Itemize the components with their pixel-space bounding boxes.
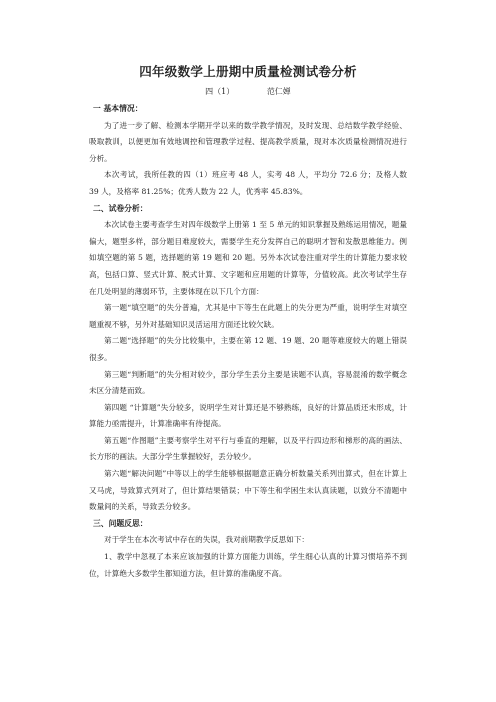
document-title: 四年级数学上册期中质量检测试卷分析: [139, 64, 357, 79]
section-heading-analysis: 二、试卷分析：: [93, 203, 148, 213]
paragraph: 对于学生在本次考试中存在的失误，我对前期教学反思如下：: [104, 535, 310, 545]
paragraph: 第二题“选择题”的失分比较集中，主要在第 12 题、19 题、20 题等难度较大的题上错误很多。: [89, 336, 407, 362]
paragraph: 第一题“填空题”的失分普遍，尤其是中下等生在此题上的失分更为严重，说明学生对填空题重视不够，另外对基础知识灵活运用方面还比较欠缺。: [89, 303, 407, 329]
paragraph: 本次试卷主要考查学生对四年级数学上册第 1 至 5 单元的知识掌握及熟练运用情况，题量偏大，题型多样，部分题目难度较大，需要学生充分发挥自己的聪明才智和发散思维能力。例如填空题的第 5 题，选择题的第 19 题和 20 题。另外本次试卷注重对学生的计算能力要求较高，包括口算、竖式计算、脱式计算、文字题和应用题的计算等，分值较高。此次考试学生存在几处明显的薄弱环节，主要体现在以下几个方面：: [89, 220, 407, 296]
section-heading-basic: 一 基本情况：: [93, 104, 143, 113]
paragraph: 第三题“判断题”的失分相对较少，部分学生丢分主要是读题不认真，容易混淆的数学概念未区分清楚而致。: [89, 369, 407, 396]
section-heading-reflection: 三、问题反思：: [93, 518, 148, 528]
paragraph: 为了进一步了解、检测本学期开学以来的数学教学情况，及时发现、总结数学教学经验、吸取教训，以便更加有效地调控和管理教学过程、提高教学质量，现对本次质量检测情况进行分析。: [89, 120, 407, 163]
byline: [0, 86, 496, 97]
paragraph: 本次考试，我所任教的四（1）班应考 48 人，实考 48 人，平均分 72.6 分；及格人数 39 人，及格率 81.25%；优秀人数为 22 人，优秀率 45.83%。: [89, 170, 407, 196]
class-label: 四（1）: [205, 87, 235, 96]
paragraph: 第六题“解决问题”中等以上的学生能够根据题意正确分析数量关系列出算式，但在计算上又马虎，导致算式列对了，但计算结果错误；中下等生和学困生未认真读题，以致分不清题中数量间的关系，导致丢分较多。: [89, 469, 407, 512]
paragraph: 第五题“作图题”主要考察学生对平行与垂直的理解，以及平行四边形和梯形的高的画法、长方形的画法。大部分学生掌握较好，丢分较少。: [89, 435, 407, 462]
paragraph: 第四题 “计算题”失分较多，说明学生对计算还是不够熟练，良好的计算品质还未形成，计算能力亟需提升，计算准确率有待提高。: [89, 402, 407, 429]
author-name: 范仁婵: [266, 87, 291, 96]
document-body: [89, 101, 407, 582]
paragraph: 1、教学中忽视了本来应该加强的计算方面能力训练，学生细心认真的计算习惯培养不到位，计算绝大多数学生都知道方法，但计算的准确度不高。: [89, 552, 407, 578]
